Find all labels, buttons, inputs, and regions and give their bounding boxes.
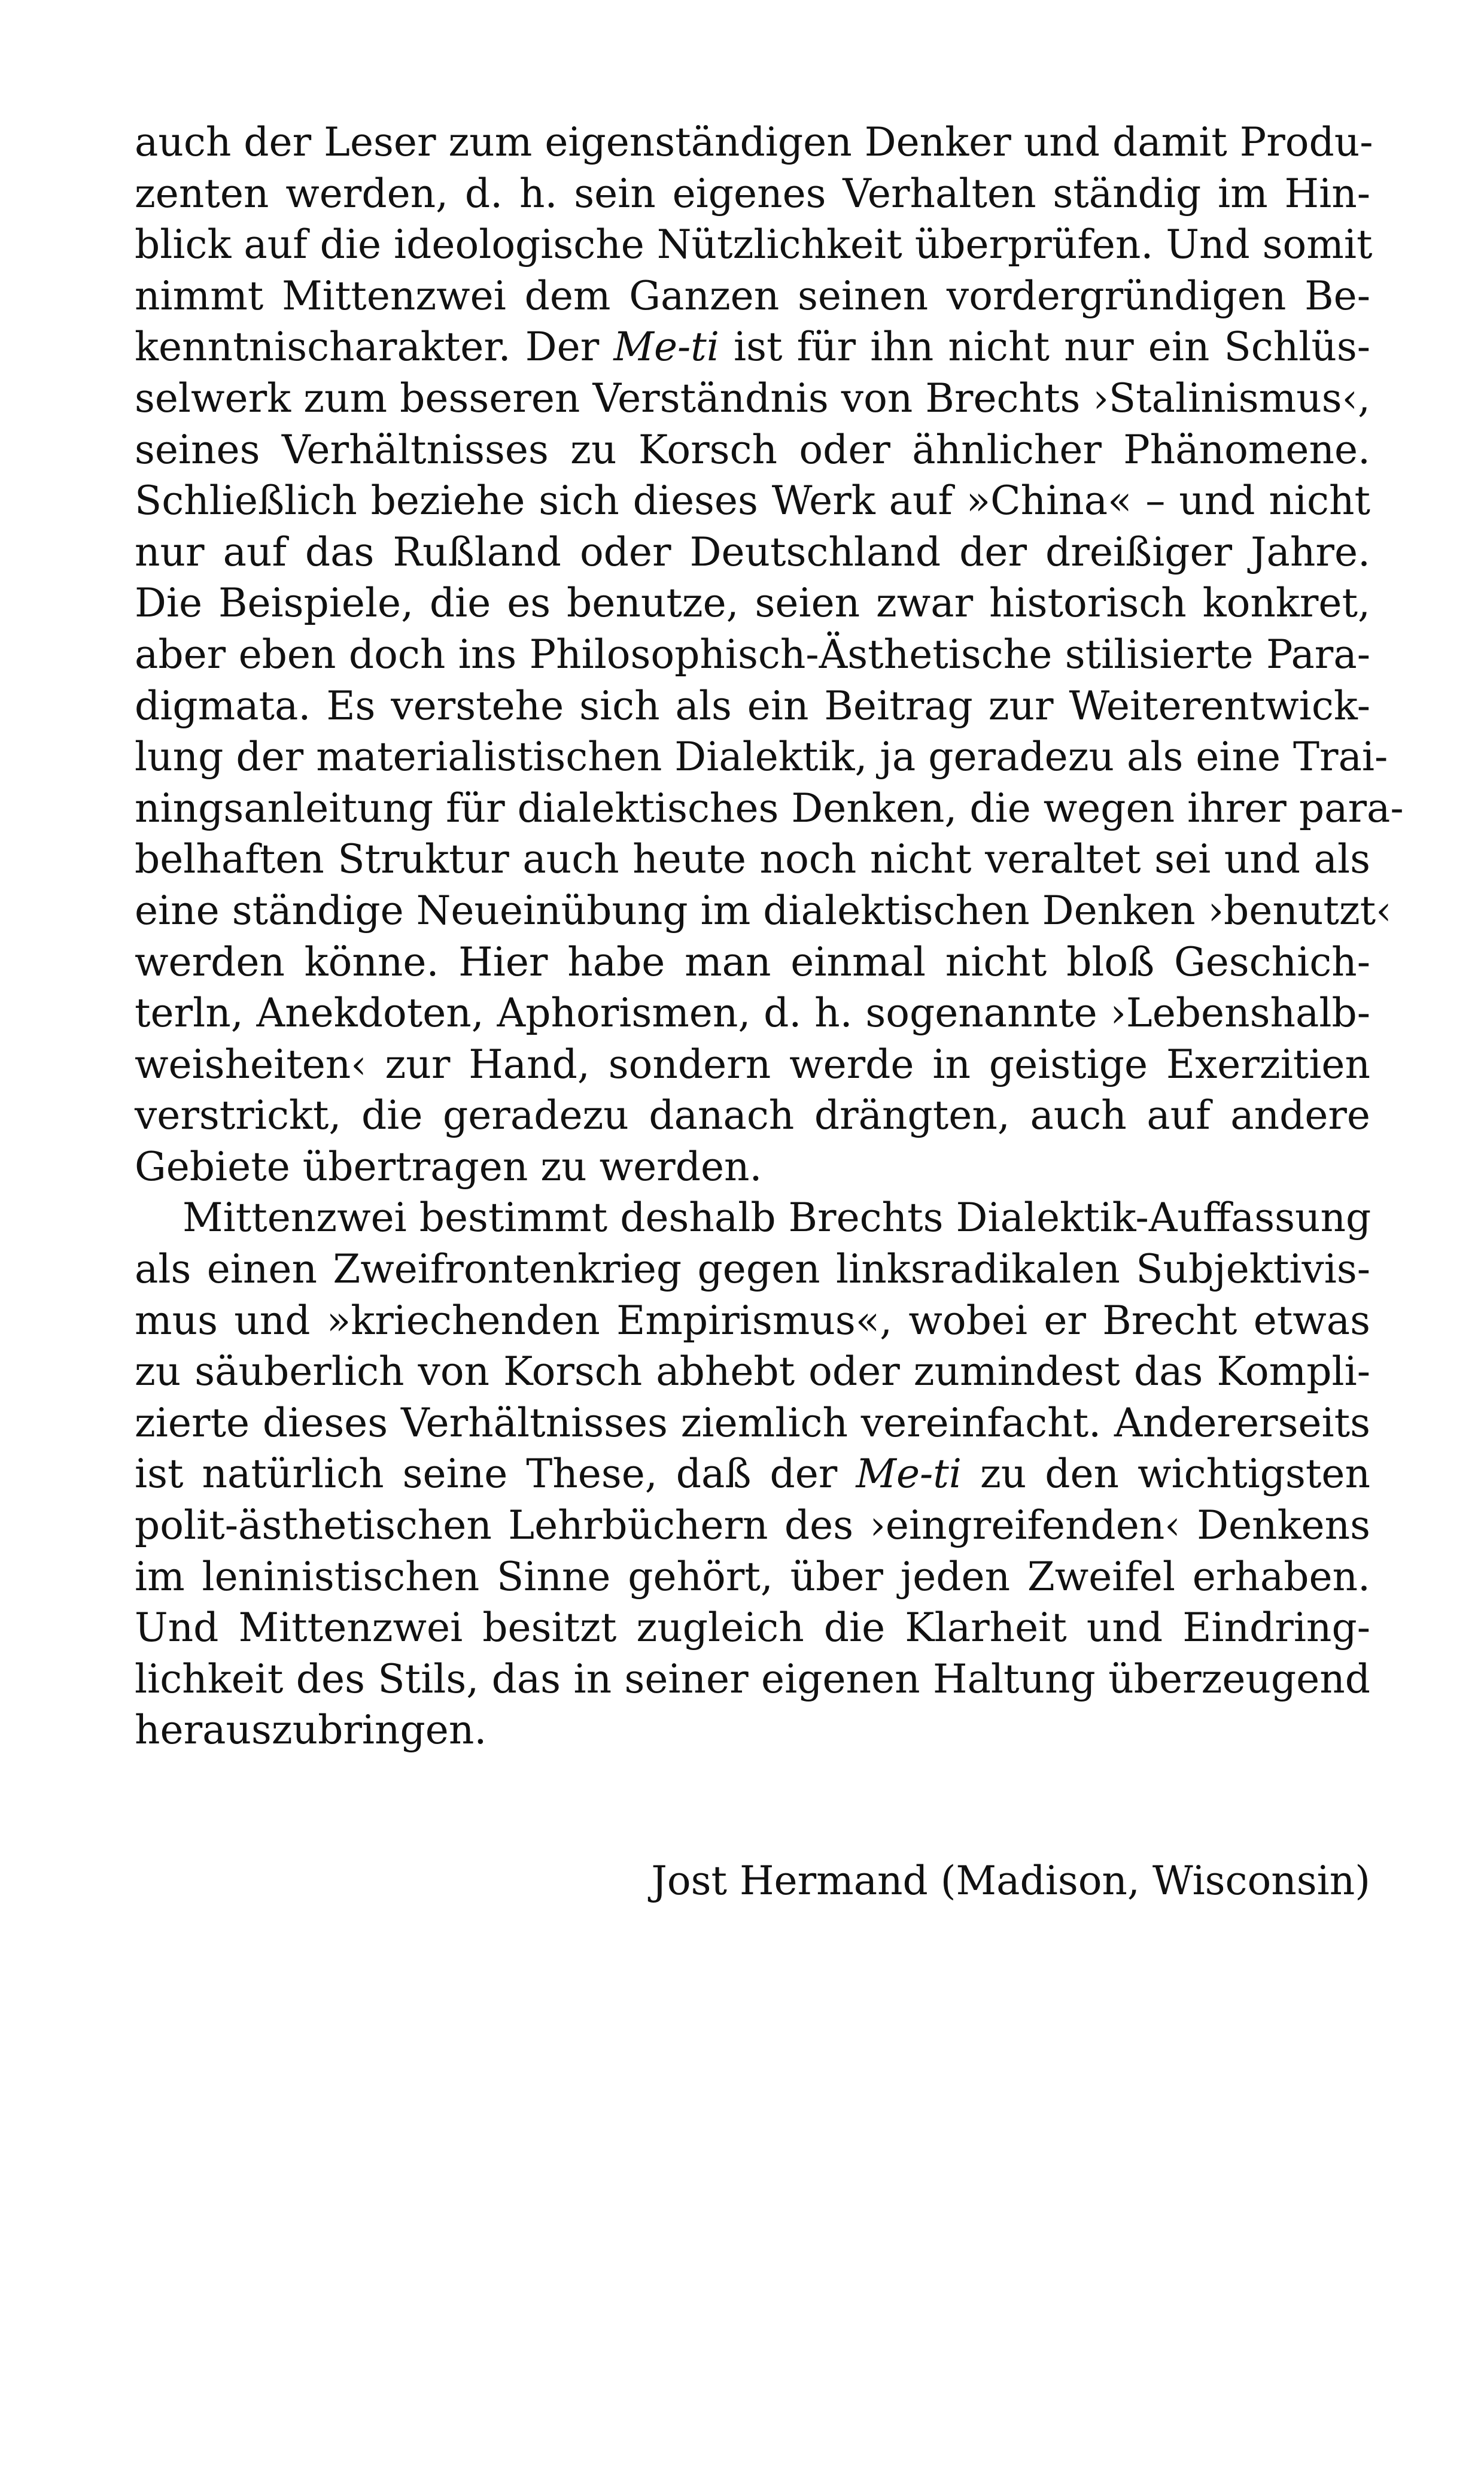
review-text xyxy=(135,117,1404,1756)
text-line: Schließlich beziehe sich dieses Werk auf »China« – und nicht xyxy=(135,478,1370,524)
text-line: polit-ästhetischen Lehrbüchern des ›eingreifenden‹ Denkens xyxy=(135,1502,1370,1549)
text-line: Mittenzwei bestimmt deshalb Brechts Dialektik-Auffassung xyxy=(183,1195,1372,1241)
text-line xyxy=(135,321,1370,373)
text-line: herauszubringen. xyxy=(135,1707,487,1754)
text-line: nimmt Mittenzwei dem Ganzen seinen vordergründigen Be- xyxy=(135,272,1370,319)
text-line: ningsanleitung für dialektisches Denken, die wegen ihrer para- xyxy=(135,785,1404,831)
text-line: lung der materialistischen Dialektik, ja geradezu als eine Trai- xyxy=(135,734,1388,780)
text-line: seines Verhältnisses zu Korsch oder ähnlicher Phänomene. xyxy=(135,426,1370,473)
text-line: Und Mittenzwei besitzt zugleich die Klarheit und Eindring- xyxy=(135,1605,1370,1651)
text-line: Gebiete übertragen zu werden. xyxy=(135,1143,762,1190)
text-line: selwerk zum besseren Verständnis von Brechts ›Stalinismus‹, xyxy=(135,375,1370,421)
text-line: lichkeit des Stils, das in seiner eigenen Haltung überzeugend xyxy=(135,1655,1370,1702)
text-segment: kenntnischarakter. Der xyxy=(135,324,614,370)
text-line xyxy=(135,1448,1370,1500)
text-line: mus und »kriechenden Empirismus«, wobei er Brecht etwas xyxy=(135,1297,1370,1344)
author-signature: Jost Hermand (Madison, Wisconsin) xyxy=(651,1858,1370,1904)
text-segment: ist für ihn nicht nur ein Schlüs- xyxy=(719,324,1370,370)
text-line: im leninistischen Sinne gehört, über jeden Zweifel erhaben. xyxy=(135,1553,1370,1600)
text-line: Die Beispiele, die es benutze, seien zwar historisch konkret, xyxy=(135,580,1370,627)
text-line: nur auf das Rußland oder Deutschland der dreißiger Jahre. xyxy=(135,528,1370,575)
text-line: zierte dieses Verhältnisses ziemlich vereinfacht. Andererseits xyxy=(135,1399,1370,1446)
text-line: zenten werden, d. h. sein eigenes Verhalten ständig im Hin- xyxy=(135,170,1370,217)
text-line: zu säuberlich von Korsch abhebt oder zumindest das Kompli- xyxy=(135,1348,1370,1395)
text-segment: zu den wichtigsten xyxy=(961,1451,1370,1497)
paragraph-1 xyxy=(135,117,1404,1192)
text-line: eine ständige Neueinübung im dialektischen Denken ›benutzt‹ xyxy=(135,887,1392,934)
text-line: belhaften Struktur auch heute noch nicht veraltet sei und als xyxy=(135,836,1370,883)
text-line: weisheiten‹ zur Hand, sondern werde in geistige Exerzitien xyxy=(135,1041,1370,1087)
text-line: werden könne. Hier habe man einmal nicht bloß Geschich- xyxy=(135,938,1370,985)
italic-title: Me-ti xyxy=(856,1451,962,1497)
text-line: auch der Leser zum eigenständigen Denker und damit Produ- xyxy=(135,119,1373,165)
text-line: aber eben doch ins Philosophisch-Ästhetische stilisierte Para- xyxy=(135,631,1370,677)
text-line: blick auf die ideologische Nützlichkeit überprüfen. Und somit xyxy=(135,221,1373,268)
text-line: digmata. Es verstehe sich als ein Beitrag zur Weiterentwick- xyxy=(135,682,1370,729)
text-line: verstrickt, die geradezu danach drängten, auch auf andere xyxy=(135,1092,1370,1139)
text-line: als einen Zweifrontenkrieg gegen linksradikalen Subjektivis- xyxy=(135,1246,1370,1293)
italic-title: Me-ti xyxy=(613,324,719,370)
text-line: terln, Anekdoten, Aphorismen, d. h. sogenannte ›Lebenshalb- xyxy=(135,990,1370,1037)
text-segment: ist natürlich seine These, daß der xyxy=(135,1451,856,1497)
paragraph-2 xyxy=(135,1192,1370,1756)
